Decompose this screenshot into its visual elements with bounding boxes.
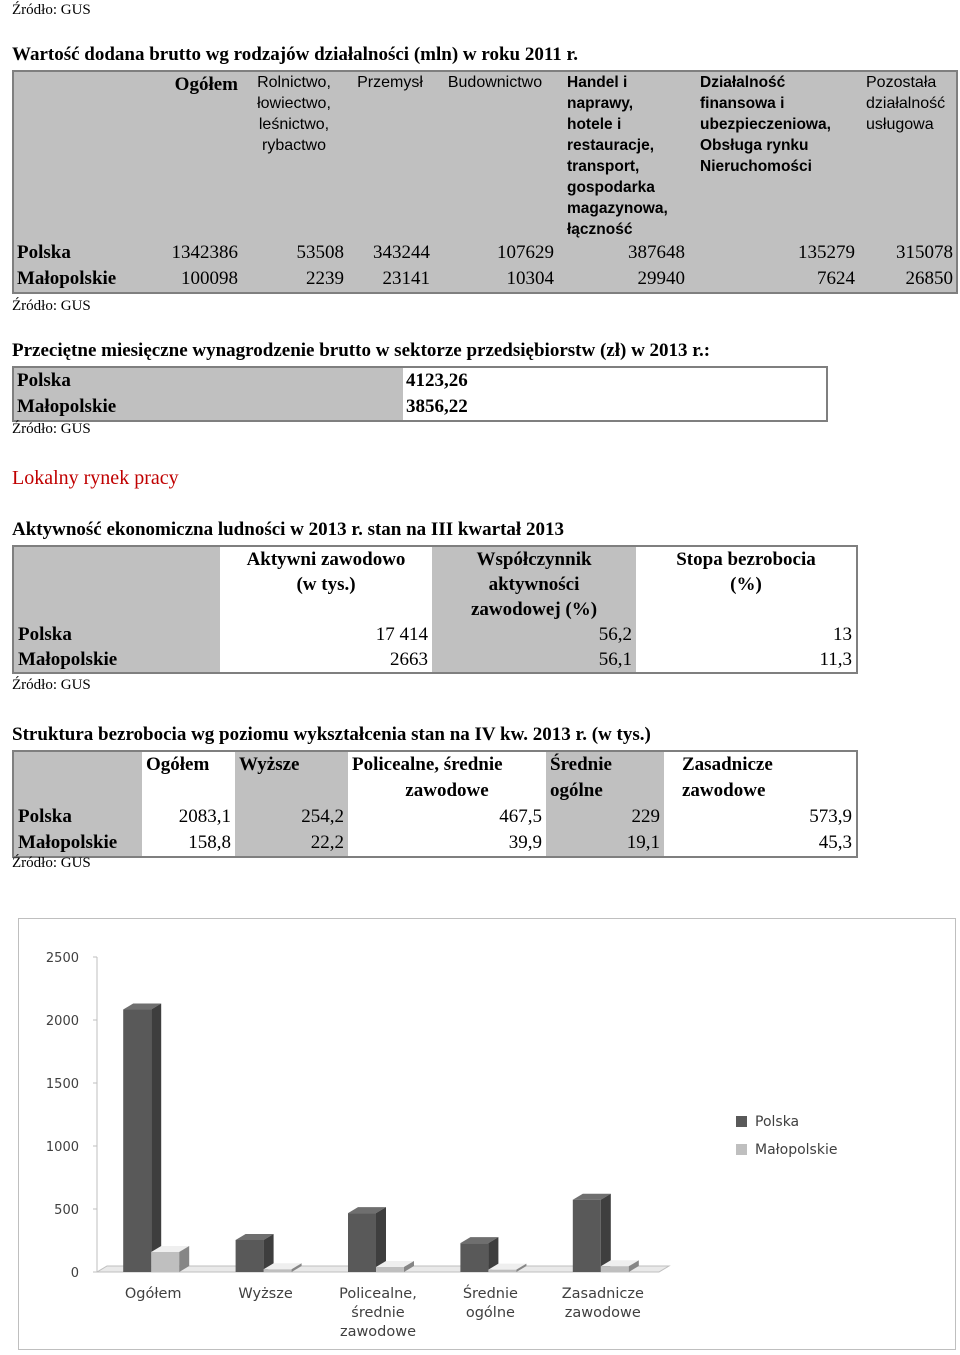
cell: 39,9 xyxy=(508,832,542,853)
cell: 315078 xyxy=(896,242,953,263)
header-total: Ogółem xyxy=(146,754,210,775)
x-tick-label: Wyższe xyxy=(238,1286,293,1302)
y-tick-label: 1500 xyxy=(45,1077,79,1092)
bar-polska xyxy=(123,1010,151,1272)
header-other-services: Pozostała działalność usługowa xyxy=(866,74,946,133)
legend-swatch xyxy=(736,1144,747,1155)
table3-title: Aktywność ekonomiczna ludności w 2013 r. stan na III kwartał 2013 xyxy=(12,519,564,540)
cell: 100098 xyxy=(181,268,238,289)
bar-malopolskie xyxy=(488,1270,516,1272)
header-general-secondary: Średnie ogólne xyxy=(546,751,664,804)
header-activity-rate: Współczynnik aktywności zawodowej (%) xyxy=(432,546,636,622)
cell: 573,9 xyxy=(809,806,852,827)
table-row xyxy=(13,240,957,266)
table2-title: Przeciętne miesięczne wynagrodzenie brutto w sektorze przedsiębiorstw (zł) w 2013 r.: xyxy=(12,340,711,361)
chart-canvas xyxy=(19,919,955,1349)
cell: 17 414 xyxy=(375,624,428,645)
bar-side xyxy=(601,1194,611,1272)
table-header-row xyxy=(13,546,857,622)
cell: 53508 xyxy=(296,242,344,263)
table-row xyxy=(13,830,857,857)
legend-label: Polska xyxy=(755,1114,800,1130)
header-industry: Przemysł xyxy=(357,74,423,91)
cell: 107629 xyxy=(497,242,554,263)
header-vocational: Zasadnicze zawodowe xyxy=(682,754,773,801)
table1-title: Wartość dodana brutto wg rodzajów działalności (mln) w roku 2011 r. xyxy=(12,44,578,65)
row-label: Małopolskie xyxy=(13,830,142,857)
table-row xyxy=(13,266,957,293)
cell: 1342386 xyxy=(171,242,238,263)
header-construction: Budownictwo xyxy=(447,74,543,91)
source-note: Źródło: GUS xyxy=(12,855,91,871)
cell: 3856,22 xyxy=(406,396,468,417)
y-tick-label: 2000 xyxy=(45,1014,79,1029)
bar-side xyxy=(151,1004,161,1272)
cell: 2083,1 xyxy=(178,806,231,827)
row-label: Polska xyxy=(13,367,403,394)
header-post-secondary: Policealne, średnie zawodowe xyxy=(352,754,503,801)
salary-table xyxy=(12,366,828,422)
bar-malopolskie xyxy=(264,1269,292,1272)
source-note: Źródło: GUS xyxy=(12,677,91,693)
cell: 56,2 xyxy=(432,622,636,647)
cell: 158,8 xyxy=(188,832,231,853)
y-tick-label: 500 xyxy=(54,1203,79,1218)
table-row xyxy=(13,394,827,421)
bar-malopolskie xyxy=(151,1252,179,1272)
source-note: Źródło: GUS xyxy=(12,298,91,314)
bar-malopolskie xyxy=(376,1267,404,1272)
table4-title: Struktura bezrobocia wg poziomu wykształcenia stan na IV kw. 2013 r. (w tys.) xyxy=(12,724,651,745)
cell: 56,1 xyxy=(432,647,636,673)
bar-malopolskie xyxy=(601,1266,629,1272)
header-higher: Wyższe xyxy=(235,751,348,804)
bar-polska xyxy=(348,1213,376,1272)
table-row xyxy=(13,647,857,673)
activity-table xyxy=(12,545,858,674)
x-tick-label: Średnie xyxy=(462,1286,518,1302)
cell: 7624 xyxy=(817,268,855,289)
cell: 11,3 xyxy=(819,649,852,670)
header-total: Ogółem xyxy=(174,74,238,95)
row-label: Małopolskie xyxy=(17,268,117,289)
bar-polska xyxy=(460,1243,488,1272)
row-label: Polska xyxy=(17,242,71,263)
cell: 135279 xyxy=(798,242,855,263)
cell: 19,1 xyxy=(546,830,664,857)
x-tick-label: Ogółem xyxy=(124,1286,182,1302)
header-agriculture: Rolnictwo, łowiectwo, leśnictwo, rybactwo xyxy=(257,74,331,154)
cell: 13 xyxy=(833,624,852,645)
unemployment-education-table xyxy=(12,750,858,858)
header-active: Aktywni zawodowo (w tys.) xyxy=(246,549,406,595)
y-tick-label: 1000 xyxy=(45,1140,79,1155)
row-label: Polska xyxy=(13,804,142,830)
cell: 23141 xyxy=(382,268,430,289)
bar-polska xyxy=(236,1240,264,1272)
cell: 387648 xyxy=(628,242,685,263)
source-note: Źródło: GUS xyxy=(12,2,91,18)
x-tick-label: Zasadnicze xyxy=(561,1286,644,1302)
table-header-row xyxy=(13,71,957,240)
cell: 4123,26 xyxy=(406,370,468,391)
x-tick-label: średnie xyxy=(351,1305,405,1321)
row-label: Małopolskie xyxy=(13,394,403,421)
cell: 2239 xyxy=(306,268,344,289)
cell: 254,2 xyxy=(235,804,348,830)
y-tick-label: 2500 xyxy=(45,951,79,966)
table-row xyxy=(13,622,857,647)
header-finance: Działalność finansowa i ubezpieczeniowa, Obsługa rynku Nieruchomości xyxy=(700,74,831,175)
cell: 467,5 xyxy=(499,806,542,827)
cell: 26850 xyxy=(905,268,953,289)
x-tick-label: zawodowe xyxy=(339,1324,417,1340)
x-tick-label: Policealne, xyxy=(339,1286,417,1302)
cell: 2663 xyxy=(390,649,428,670)
table-header-row xyxy=(13,751,857,804)
cell: 343244 xyxy=(373,242,430,263)
unemployment-education-chart xyxy=(18,918,956,1350)
cell: 229 xyxy=(546,804,664,830)
table-row xyxy=(13,367,827,394)
row-label: Małopolskie xyxy=(13,647,220,673)
x-tick-label: ogólne xyxy=(465,1305,515,1321)
section-title: Lokalny rynek pracy xyxy=(12,467,179,489)
x-tick-label: zawodowe xyxy=(564,1305,641,1321)
value-added-table xyxy=(12,70,958,294)
cell: 10304 xyxy=(506,268,554,289)
table-row xyxy=(13,804,857,830)
bar-polska xyxy=(573,1200,601,1272)
cell: 29940 xyxy=(637,268,685,289)
y-tick-label: 0 xyxy=(70,1266,79,1281)
cell: 45,3 xyxy=(818,832,852,853)
cell: 22,2 xyxy=(235,830,348,857)
header-unemployment-rate: Stopa bezrobocia (%) xyxy=(676,549,816,595)
header-trade: Handel i naprawy, hotele i restauracje, transport, gospodarka magazynowa, łączność xyxy=(567,74,668,238)
legend-label: Małopolskie xyxy=(755,1142,838,1158)
source-note: Źródło: GUS xyxy=(12,421,91,437)
legend-swatch xyxy=(736,1116,747,1127)
row-label: Polska xyxy=(13,622,220,647)
